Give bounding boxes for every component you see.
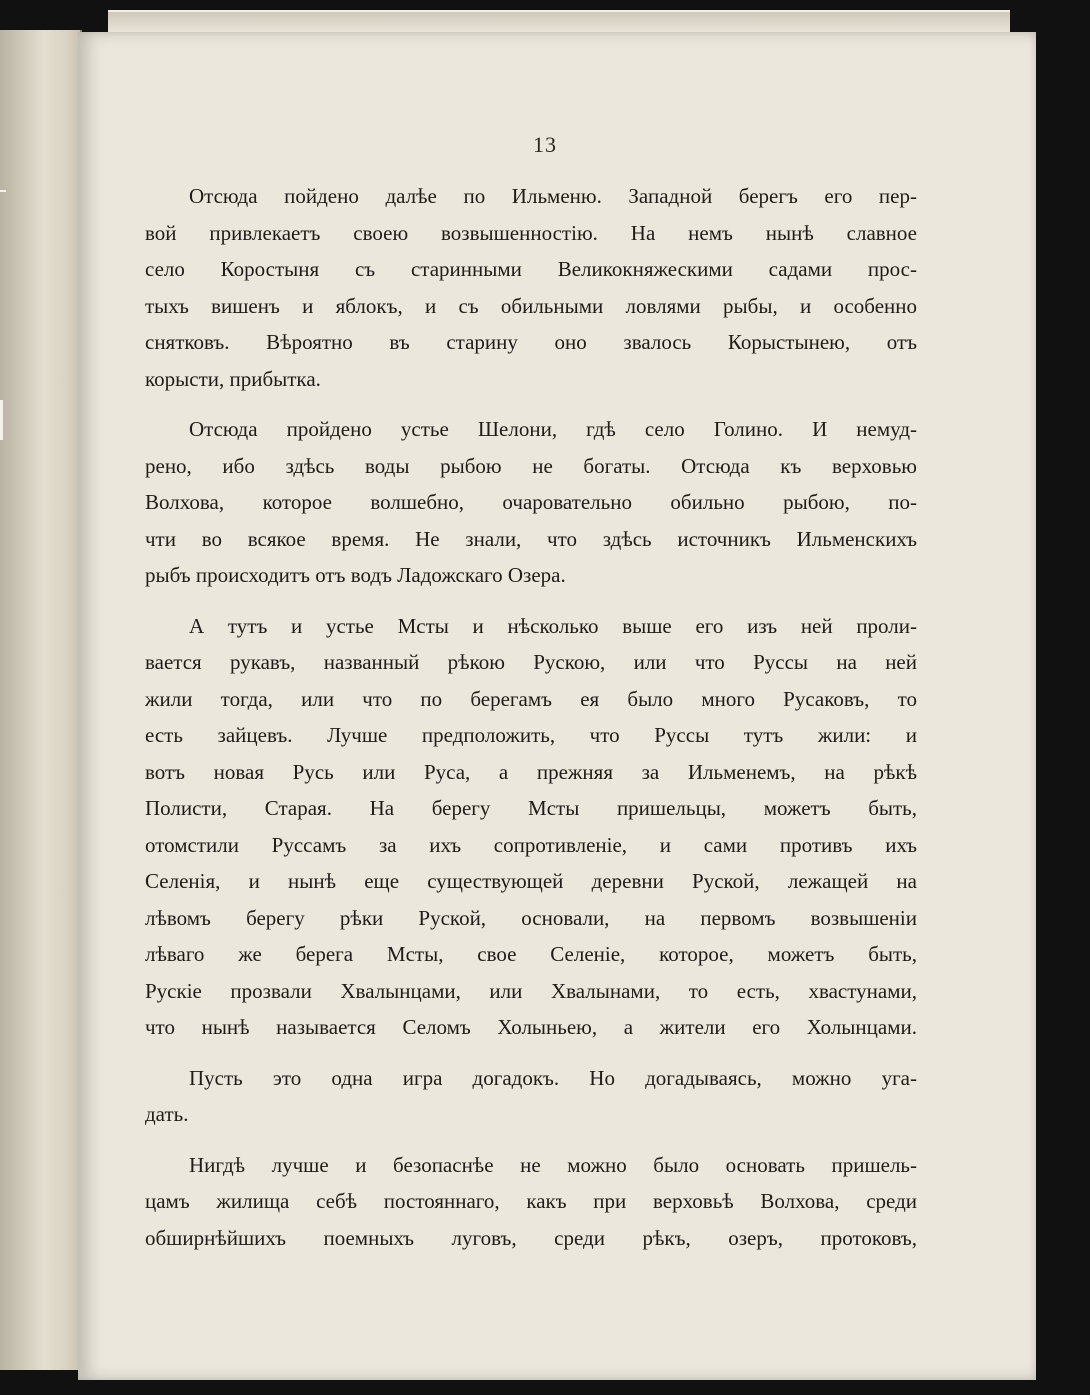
page-text [145, 178, 917, 1270]
text-line: лѣваго же берега Мсты, свое Селеніе, которое, можетъ быть, [145, 942, 917, 966]
text-line: отомстили Руссамъ за ихъ сопротивленіе, и сами противъ ихъ [145, 832, 917, 857]
text-line: снятковъ. Вѣроятно въ старину оно звалось Корыстынею, отъ [145, 330, 917, 354]
text-line: вотъ новая Русь или Руса, а прежняя за Ильменемъ, на рѣкѣ [145, 759, 917, 784]
text-line: вается рукавъ, названный рѣкою Рускою, или что Руссы на ней [145, 650, 917, 674]
text-line: Полисти, Старая. На берегу Мсты пришельцы, можетъ быть, [145, 796, 917, 820]
text-line: чти во всякое время. Не знали, что здѣсь источникъ Ильменскихъ [145, 526, 917, 551]
text-line: рено, ибо здѣсь воды рыбою не богаты. Отсюда къ верховью [145, 453, 917, 478]
text-line: Волхова, которое волшебно, очаровательно обильно рыбою, по- [145, 490, 917, 514]
paragraph-4 [145, 1060, 917, 1133]
text-line: рыбъ происходитъ отъ водъ Ладожскаго Озера. [145, 563, 566, 587]
text-line: тыхъ вишенъ и яблокъ, и съ обильными ловлями рыбы, и особенно [145, 293, 917, 318]
text-line: Нигдѣ лучше и безопаснѣе не можно было основать пришель- [189, 1152, 917, 1177]
margin-mark [0, 400, 3, 440]
paragraph-1 [145, 178, 917, 397]
facing-page [0, 30, 82, 1370]
text-line: вой привлекаетъ своею возвышенностію. На немъ нынѣ славное [145, 220, 917, 245]
text-line: жили тогда, или что по берегамъ ея было много Русаковъ, то [145, 686, 917, 711]
text-line: что нынѣ называется Селомъ Холыньею, а жители его Холынцами. [145, 1015, 917, 1039]
text-line: лѣвомъ берегу рѣки Руской, основали, на первомъ возвышеніи [145, 905, 917, 930]
text-line: цамъ жилища себѣ постояннаго, какъ при верховьѣ Волхова, среди [145, 1189, 917, 1213]
page-number: 13 [533, 132, 557, 157]
paragraph-2 [145, 411, 917, 594]
margin-mark [0, 190, 6, 192]
paragraph-5 [145, 1147, 917, 1257]
text-line: Отсюда пойдено далѣе по Ильменю. Западной берегъ его пер- [189, 184, 917, 208]
text-line: село Коростыня съ старинными Великокняжескими садами прос- [145, 257, 917, 281]
text-line: обширнѣйшихъ поемныхъ луговъ, среди рѣкъ, озеръ, протоковъ, [145, 1225, 917, 1250]
text-line: корысти, прибытка. [145, 366, 321, 391]
text-line: А тутъ и устье Мсты и нѣсколько выше его изъ ней проли- [189, 613, 917, 638]
text-line: Рускіе прозвали Хвалынцами, или Хвалынами, то есть, хвастунами, [145, 978, 917, 1003]
text-line: Отсюда пройдено устье Шелони, гдѣ село Голино. И немуд- [189, 417, 917, 441]
text-line: дать. [145, 1102, 189, 1126]
text-line: есть зайцевъ. Лучше предположить, что Руссы тутъ жили: и [145, 723, 917, 747]
paragraph-3 [145, 608, 917, 1046]
text-line: Селенія, и нынѣ еще существующей деревни Руской, лежащей на [145, 869, 917, 893]
text-line: Пусть это одна игра догадокъ. Но догадываясь, можно уга- [189, 1065, 917, 1090]
